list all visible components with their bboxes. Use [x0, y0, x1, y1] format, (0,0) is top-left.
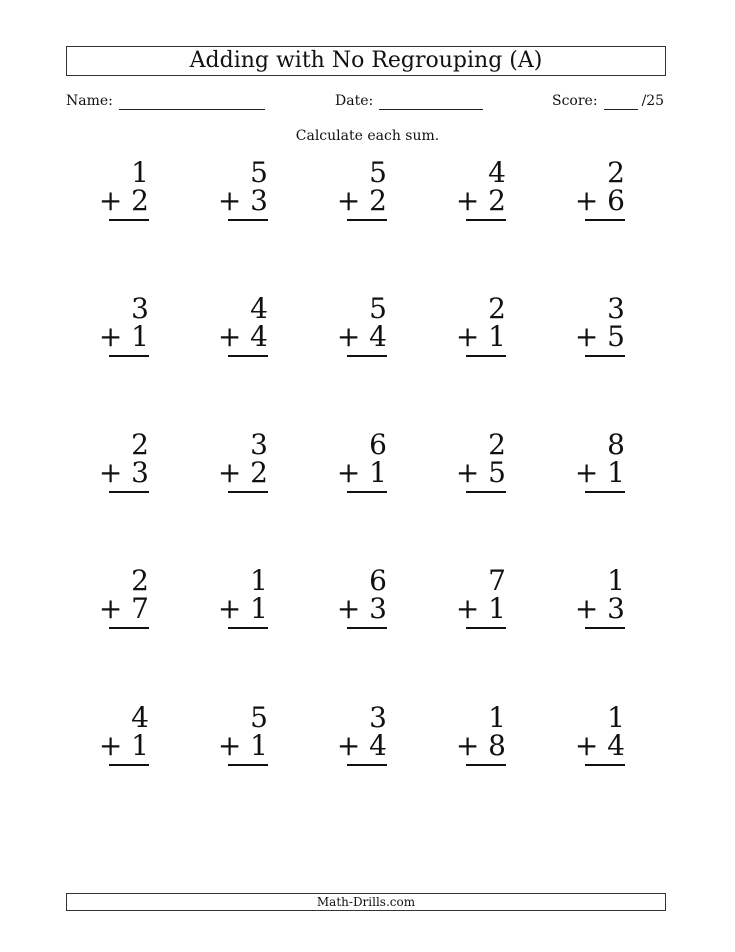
answer-line	[109, 627, 149, 629]
addend-top: 2	[488, 428, 506, 461]
name-blank[interactable]	[119, 94, 265, 110]
answer-line	[466, 764, 506, 766]
addend-bottom: + 1	[98, 320, 149, 353]
addend-bottom: + 5	[574, 320, 625, 353]
score-blank[interactable]	[604, 94, 638, 110]
answer-line	[347, 491, 387, 493]
addend-top: 1	[488, 701, 506, 734]
answer-line	[228, 627, 268, 629]
addend-top: 2	[131, 564, 149, 597]
score-field[interactable]	[552, 92, 664, 110]
answer-line	[466, 355, 506, 357]
addend-top: 7	[488, 564, 506, 597]
addend-bottom: + 4	[336, 320, 387, 353]
score-total: /25	[641, 93, 665, 109]
addend-bottom: + 4	[336, 729, 387, 762]
addend-bottom: + 1	[217, 729, 268, 762]
answer-line	[466, 627, 506, 629]
answer-line	[585, 219, 625, 221]
addend-top: 3	[607, 292, 625, 325]
answer-line	[228, 355, 268, 357]
problem-18	[267, 566, 387, 646]
problem-11	[29, 430, 149, 510]
addend-bottom: + 5	[455, 456, 506, 489]
addend-bottom: + 4	[574, 729, 625, 762]
problem-23	[267, 703, 387, 783]
answer-line	[228, 491, 268, 493]
problem-17	[148, 566, 268, 646]
answer-line	[585, 764, 625, 766]
answer-line	[109, 764, 149, 766]
addend-top: 8	[607, 428, 625, 461]
addend-bottom: + 2	[455, 184, 506, 217]
answer-line	[109, 355, 149, 357]
addend-top: 1	[131, 156, 149, 189]
footer: Math-Drills.com	[66, 893, 666, 911]
answer-line	[585, 355, 625, 357]
addend-bottom: + 3	[336, 592, 387, 625]
addend-top: 2	[488, 292, 506, 325]
name-field[interactable]	[66, 92, 265, 110]
addend-bottom: + 1	[455, 592, 506, 625]
problem-25	[505, 703, 625, 783]
addend-top: 6	[369, 564, 387, 597]
problem-9	[386, 294, 506, 374]
addend-bottom: + 1	[98, 729, 149, 762]
problem-1	[29, 158, 149, 238]
addend-top: 5	[369, 156, 387, 189]
addend-top: 6	[369, 428, 387, 461]
answer-line	[585, 491, 625, 493]
answer-line	[585, 627, 625, 629]
problem-8	[267, 294, 387, 374]
problem-13	[267, 430, 387, 510]
addend-bottom: + 3	[217, 184, 268, 217]
problem-2	[148, 158, 268, 238]
addend-bottom: + 6	[574, 184, 625, 217]
problem-20	[505, 566, 625, 646]
addend-top: 3	[250, 428, 268, 461]
addend-bottom: + 3	[98, 456, 149, 489]
addend-bottom: + 1	[574, 456, 625, 489]
answer-line	[109, 219, 149, 221]
problem-12	[148, 430, 268, 510]
answer-line	[228, 219, 268, 221]
addend-top: 3	[131, 292, 149, 325]
score-label: Score:	[552, 93, 598, 109]
answer-line	[466, 491, 506, 493]
addend-bottom: + 2	[336, 184, 387, 217]
addend-top: 1	[607, 564, 625, 597]
worksheet-title: Adding with No Regrouping (A)	[66, 46, 666, 76]
name-label: Name:	[66, 93, 113, 109]
addend-top: 5	[250, 156, 268, 189]
problem-15	[505, 430, 625, 510]
addend-top: 5	[250, 701, 268, 734]
problem-19	[386, 566, 506, 646]
addend-top: 3	[369, 701, 387, 734]
answer-line	[347, 764, 387, 766]
addend-top: 2	[607, 156, 625, 189]
addend-bottom: + 1	[455, 320, 506, 353]
date-field[interactable]	[335, 92, 483, 110]
problem-10	[505, 294, 625, 374]
addend-top: 1	[607, 701, 625, 734]
answer-line	[466, 219, 506, 221]
addend-bottom: + 3	[574, 592, 625, 625]
date-label: Date:	[335, 93, 374, 109]
addend-top: 1	[250, 564, 268, 597]
problem-22	[148, 703, 268, 783]
addend-bottom: + 2	[98, 184, 149, 217]
addend-bottom: + 1	[217, 592, 268, 625]
answer-line	[347, 355, 387, 357]
problem-14	[386, 430, 506, 510]
instructions: Calculate each sum.	[295, 128, 440, 144]
problem-24	[386, 703, 506, 783]
addend-bottom: + 4	[217, 320, 268, 353]
problem-6	[29, 294, 149, 374]
problem-4	[386, 158, 506, 238]
addend-top: 4	[488, 156, 506, 189]
answer-line	[347, 219, 387, 221]
problem-5	[505, 158, 625, 238]
addend-top: 2	[131, 428, 149, 461]
addend-bottom: + 8	[455, 729, 506, 762]
addend-top: 5	[369, 292, 387, 325]
addend-bottom: + 1	[336, 456, 387, 489]
addend-top: 4	[250, 292, 268, 325]
answer-line	[228, 764, 268, 766]
addend-bottom: + 7	[98, 592, 149, 625]
answer-line	[347, 627, 387, 629]
date-blank[interactable]	[379, 94, 483, 110]
problem-21	[29, 703, 149, 783]
problem-7	[148, 294, 268, 374]
problem-3	[267, 158, 387, 238]
problem-16	[29, 566, 149, 646]
addend-top: 4	[131, 701, 149, 734]
answer-line	[109, 491, 149, 493]
addend-bottom: + 2	[217, 456, 268, 489]
